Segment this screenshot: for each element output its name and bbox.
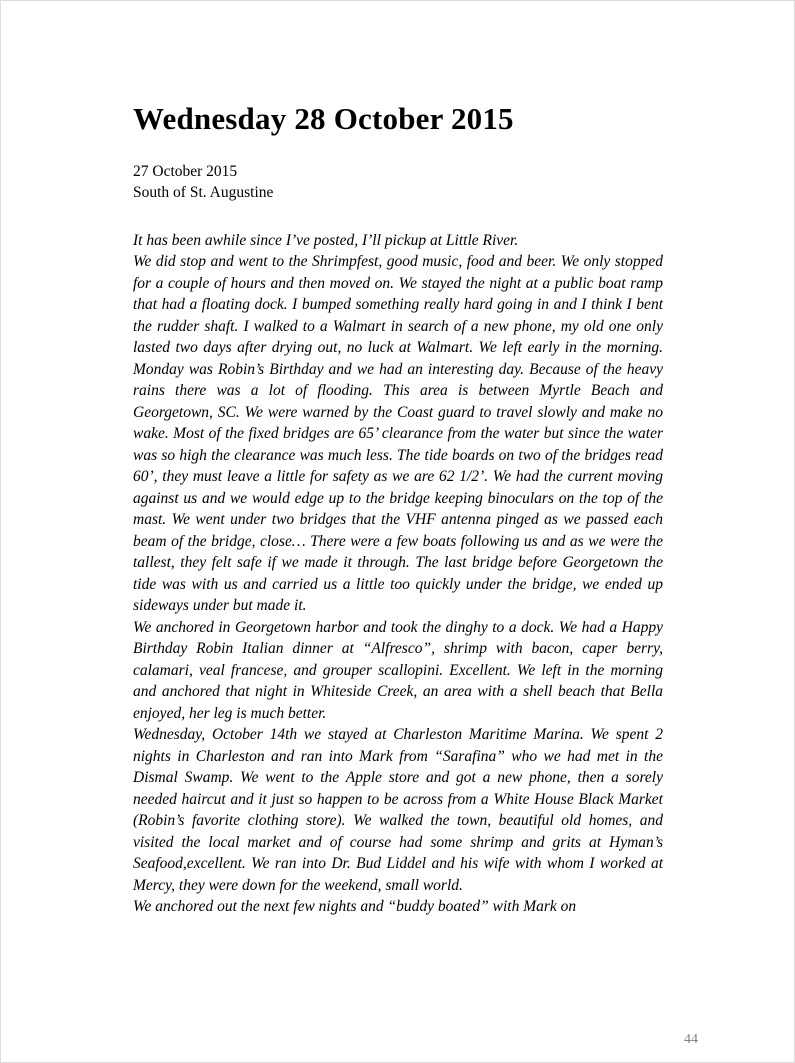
paragraph-3: We anchored in Georgetown harbor and took the dinghy to a dock. We had a Happy Birthday Robin Italian dinner at “Alfresco”, shrimp with bacon, caper berry, calamari, veal francese, and grouper scallopini. Excellent. We left in the morning and anchored that night in Whiteside Creek, an area with a shell beach that Bella enjoyed, her leg is much better. [133,618,663,722]
page-title: Wednesday 28 October 2015 [133,101,514,136]
date-line: 27 October 2015 [133,162,238,180]
page-number: 44 [684,1032,698,1047]
location-line: South of St. Augustine [133,184,274,202]
journal-body [133,230,663,918]
paragraph-5: We anchored out the next few nights and “buddy boated” with Mark on [133,898,577,916]
paragraph-1: It has been awhile since I’ve posted, I’ll pickup at Little River. [133,231,519,249]
entry-meta [133,161,663,204]
paragraph-2: We did stop and went to the Shrimpfest, good music, food and beer. We only stopped for a couple of hours and then moved on. We stayed the night at a public boat ramp that had a floating dock. I bumped something really hard going in and I think I bent the rudder shaft. I walked to a Walmart in search of a new phone, my old one only lasted two days after drying out, no luck at Walmart. We left early in the morning. Monday was Robin’s Birthday and we had an interesting day. Because of the heavy rains there was a lot of flooding. This area is between Myrtle Beach and Georgetown, SC. We were warned by the Coast guard to travel slowly and make no wake. Most of the fixed bridges are 65’ clearance from the water but since the water was so high the clearance was much less. The tide boards on two of the bridges read 60’, they must leave a little for safety as we are 62 1/2’. We had the current moving against us and we would edge up to the bridge keeping binoculars on the top of the mast. We went under two bridges that the VHF antenna pinged as we passed each beam of the bridge, close… There were a few boats following us and as we were the tallest, they felt safe if we made it through. The last bridge before Georgetown the tide was with us and carried us a little too quickly under the bridge, we ended up sideways under but made it. [133,253,663,615]
paragraph-4: Wednesday, October 14th we stayed at Charleston Maritime Marina. We spent 2 nights in Charleston and ran into Mark from “Sarafina” who we had met in the Dismal Swamp. We went to the Apple store and got a new phone, then a sorely needed haircut and it just so happen to be across from a White House Black Market (Robin’s favorite clothing store). We walked the town, beautiful old homes, and visited the local market and of course had some shrimp and grits at Hyman’s Seafood,excellent. We ran into Dr. Bud Liddel and his wife with whom I worked at Mercy, they were down for the weekend, small world. [133,726,663,894]
